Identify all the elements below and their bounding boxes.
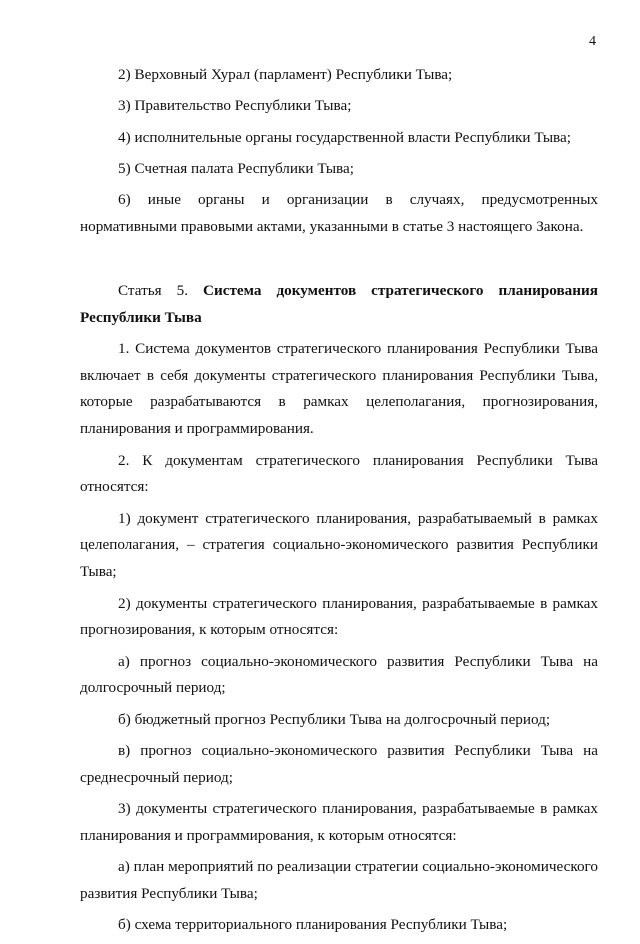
paragraph: 1. Система документов стратегического планирования Республики Тыва включает в себя документы стратегического планирования Республики Тыва, которые разрабатываются в рамках целеполагания, прогнозирования, планирования и программирования.: [80, 339, 598, 438]
list-item: 6) иные органы и организации в случаях, предусмотренных нормативными правовыми актами, указанными в статье 3 настоящего Закона.: [80, 191, 598, 235]
paragraph: 3) документы стратегического планирования, разрабатываемые в рамках планирования и программирования, к которым относятся:: [80, 800, 598, 844]
list-item: 3) Правительство Республики Тыва;: [118, 97, 352, 115]
article-label: Статья 5.: [118, 281, 189, 299]
article-heading: [80, 278, 598, 332]
paragraph: а) прогноз социально-экономического развития Республики Тыва на долгосрочный период;: [80, 652, 598, 697]
paragraph: а) план мероприятий по реализации стратегии социально-экономического развития Республики Тыва;: [80, 858, 598, 903]
page-number: 4: [589, 34, 596, 49]
paragraph: 2) документы стратегического планирования, разрабатываемые в рамках прогнозирования, к которым относятся:: [80, 594, 598, 639]
article-title: Система документов стратегического планирования Республики Тыва: [80, 281, 598, 326]
paragraph: б) бюджетный прогноз Республики Тыва на долгосрочный период;: [118, 710, 551, 728]
paragraph: 2. К документам стратегического планирования Республики Тыва относятся:: [80, 451, 598, 496]
document-body: [80, 62, 598, 944]
paragraph: в) прогноз социально-экономического развития Республики Тыва на среднесрочный период;: [80, 742, 598, 786]
paragraph: б) схема территориального планирования Республики Тыва;: [118, 916, 508, 934]
list-item: 4) исполнительные органы государственной власти Республики Тыва;: [118, 128, 571, 146]
paragraph: 1) документ стратегического планирования, разрабатываемый в рамках целеполагания, – стратегия социально-экономического развития Республики Тыва;: [80, 509, 598, 581]
list-item: 5) Счетная палата Республики Тыва;: [118, 159, 354, 177]
list-item: 2) Верховный Хурал (парламент) Республики Тыва;: [118, 66, 453, 83]
